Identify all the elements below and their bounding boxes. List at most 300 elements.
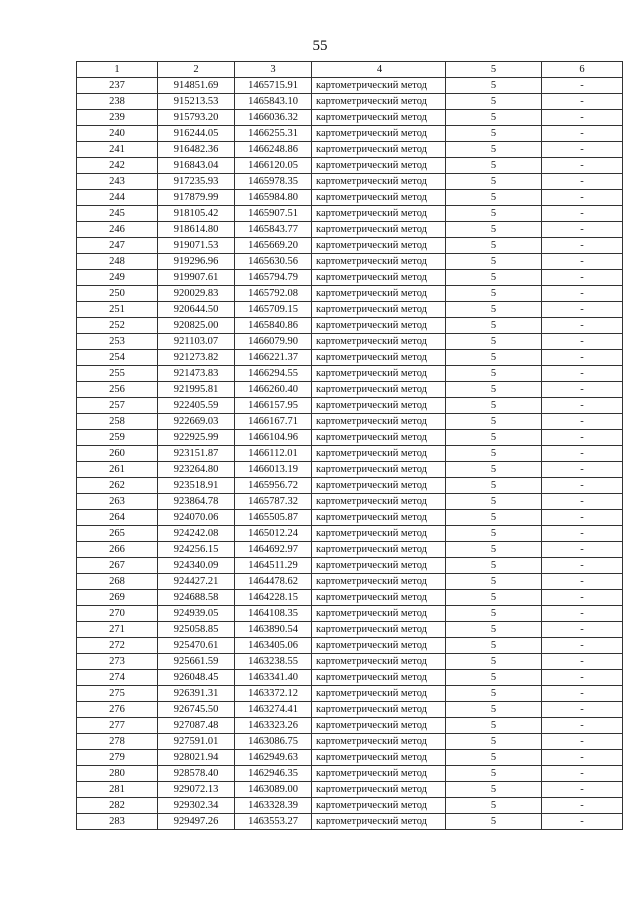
table-row	[77, 318, 623, 334]
table-cell: картометрический метод	[312, 446, 446, 462]
table-cell: картометрический метод	[312, 590, 446, 606]
table-cell: 239	[77, 110, 158, 126]
table-cell: 242	[77, 158, 158, 174]
table-cell: 5	[446, 574, 542, 590]
table-cell: -	[542, 158, 623, 174]
table-cell: 269	[77, 590, 158, 606]
table-cell: 920029.83	[158, 286, 235, 302]
table-cell: 241	[77, 142, 158, 158]
table-cell: 5	[446, 734, 542, 750]
table-row	[77, 238, 623, 254]
table-cell: -	[542, 190, 623, 206]
table-cell: 914851.69	[158, 78, 235, 94]
table-row	[77, 798, 623, 814]
table-cell: -	[542, 718, 623, 734]
table-cell: 270	[77, 606, 158, 622]
table-cell: -	[542, 366, 623, 382]
table-cell: 1463089.00	[235, 782, 312, 798]
table-cell: -	[542, 142, 623, 158]
table-cell: картометрический метод	[312, 302, 446, 318]
table-cell: картометрический метод	[312, 526, 446, 542]
table-cell: -	[542, 398, 623, 414]
table-cell: 5	[446, 750, 542, 766]
table-cell: 924427.21	[158, 574, 235, 590]
table-cell: 926745.50	[158, 702, 235, 718]
table-cell: 916843.04	[158, 158, 235, 174]
table-cell: 5	[446, 414, 542, 430]
table-cell: 1465669.20	[235, 238, 312, 254]
table-cell: -	[542, 350, 623, 366]
table-cell: 1466221.37	[235, 350, 312, 366]
table-cell: 250	[77, 286, 158, 302]
table-cell: 5	[446, 142, 542, 158]
table-cell: 915793.20	[158, 110, 235, 126]
page-number: 55	[312, 38, 328, 54]
table-row	[77, 430, 623, 446]
table-cell: 1465794.79	[235, 270, 312, 286]
table-cell: картометрический метод	[312, 206, 446, 222]
table-cell: -	[542, 174, 623, 190]
table-cell: 5	[446, 78, 542, 94]
table-cell: 915213.53	[158, 94, 235, 110]
table-cell: -	[542, 622, 623, 638]
table-cell: 929302.34	[158, 798, 235, 814]
table-cell: картометрический метод	[312, 798, 446, 814]
table-cell: -	[542, 734, 623, 750]
column-header-3: 3	[235, 62, 312, 78]
table-cell: 258	[77, 414, 158, 430]
table-cell: 917235.93	[158, 174, 235, 190]
table-row	[77, 94, 623, 110]
table-cell: 5	[446, 782, 542, 798]
table-cell: 1463890.54	[235, 622, 312, 638]
table-cell: -	[542, 270, 623, 286]
table-row	[77, 750, 623, 766]
table-cell: картометрический метод	[312, 750, 446, 766]
table-row	[77, 110, 623, 126]
table-cell: 922925.99	[158, 430, 235, 446]
table-cell: 243	[77, 174, 158, 190]
table-cell: 281	[77, 782, 158, 798]
table-cell: 255	[77, 366, 158, 382]
table-cell: 1466260.40	[235, 382, 312, 398]
table-row	[77, 446, 623, 462]
table-cell: 1462949.63	[235, 750, 312, 766]
table-row	[77, 702, 623, 718]
table-cell: картометрический метод	[312, 350, 446, 366]
table-cell: 1463405.06	[235, 638, 312, 654]
table-cell: 924256.15	[158, 542, 235, 558]
table-cell: -	[542, 814, 623, 830]
table-cell: 5	[446, 334, 542, 350]
table-cell: 1464511.29	[235, 558, 312, 574]
table-cell: 1465978.35	[235, 174, 312, 190]
table-cell: 5	[446, 814, 542, 830]
table-cell: 5	[446, 526, 542, 542]
table-cell: -	[542, 654, 623, 670]
table-cell: -	[542, 382, 623, 398]
table-cell: 921103.07	[158, 334, 235, 350]
table-cell: 1466294.55	[235, 366, 312, 382]
table-cell: картометрический метод	[312, 574, 446, 590]
table-row	[77, 286, 623, 302]
table-cell: картометрический метод	[312, 174, 446, 190]
table-cell: 5	[446, 382, 542, 398]
table-cell: 5	[446, 350, 542, 366]
table-row	[77, 302, 623, 318]
table-cell: 1466248.86	[235, 142, 312, 158]
table-cell: 273	[77, 654, 158, 670]
table-cell: 926391.31	[158, 686, 235, 702]
table-cell: 1465956.72	[235, 478, 312, 494]
table-cell: 921473.83	[158, 366, 235, 382]
table-cell: картометрический метод	[312, 94, 446, 110]
table-header	[77, 62, 623, 78]
table-cell: 916244.05	[158, 126, 235, 142]
table-cell: -	[542, 798, 623, 814]
table-row	[77, 654, 623, 670]
table-row	[77, 350, 623, 366]
table-cell: 924688.58	[158, 590, 235, 606]
table-cell: -	[542, 254, 623, 270]
table-cell: 267	[77, 558, 158, 574]
table-cell: 5	[446, 542, 542, 558]
table-cell: 919907.61	[158, 270, 235, 286]
table-cell: -	[542, 302, 623, 318]
table-cell: 1464228.15	[235, 590, 312, 606]
table-cell: картометрический метод	[312, 638, 446, 654]
table-cell: 926048.45	[158, 670, 235, 686]
table-row	[77, 766, 623, 782]
table-cell: 260	[77, 446, 158, 462]
table-cell: 252	[77, 318, 158, 334]
table-cell: картометрический метод	[312, 222, 446, 238]
table-cell: 923264.80	[158, 462, 235, 478]
table-cell: 5	[446, 126, 542, 142]
table-cell: картометрический метод	[312, 654, 446, 670]
table-cell: 924340.09	[158, 558, 235, 574]
table-cell: картометрический метод	[312, 158, 446, 174]
table-cell: картометрический метод	[312, 286, 446, 302]
table-row	[77, 494, 623, 510]
table-cell: 5	[446, 222, 542, 238]
table-cell: 1465715.91	[235, 78, 312, 94]
table-cell: 917879.99	[158, 190, 235, 206]
table-cell: 251	[77, 302, 158, 318]
table-cell: 923518.91	[158, 478, 235, 494]
table-cell: 1466120.05	[235, 158, 312, 174]
table-cell: -	[542, 670, 623, 686]
table-cell: картометрический метод	[312, 382, 446, 398]
table-cell: 1463372.12	[235, 686, 312, 702]
table-cell: 5	[446, 494, 542, 510]
table-cell: 5	[446, 462, 542, 478]
table-cell: -	[542, 238, 623, 254]
table-row	[77, 686, 623, 702]
table-cell: 1466255.31	[235, 126, 312, 142]
table-cell: 5	[446, 190, 542, 206]
table-cell: 1465843.10	[235, 94, 312, 110]
table-cell: 1465907.51	[235, 206, 312, 222]
table-cell: картометрический метод	[312, 366, 446, 382]
table-cell: картометрический метод	[312, 606, 446, 622]
table-cell: -	[542, 286, 623, 302]
table-cell: 1465843.77	[235, 222, 312, 238]
table-row	[77, 270, 623, 286]
table-cell: 924939.05	[158, 606, 235, 622]
table-cell: 1466013.19	[235, 462, 312, 478]
table-cell: 923864.78	[158, 494, 235, 510]
table-row	[77, 254, 623, 270]
table-cell: 249	[77, 270, 158, 286]
table-cell: 256	[77, 382, 158, 398]
table-cell: 1465840.86	[235, 318, 312, 334]
table-cell: 5	[446, 254, 542, 270]
table-row	[77, 206, 623, 222]
table-cell: 928578.40	[158, 766, 235, 782]
table-cell: 275	[77, 686, 158, 702]
table-cell: 1466112.01	[235, 446, 312, 462]
table-cell: картометрический метод	[312, 254, 446, 270]
table-cell: 271	[77, 622, 158, 638]
table-cell: -	[542, 78, 623, 94]
table-cell: 238	[77, 94, 158, 110]
table-cell: 924242.08	[158, 526, 235, 542]
table-cell: 240	[77, 126, 158, 142]
table-cell: -	[542, 318, 623, 334]
table-cell: -	[542, 782, 623, 798]
table-cell: 5	[446, 558, 542, 574]
coordinates-table	[76, 61, 623, 830]
table-cell: картометрический метод	[312, 686, 446, 702]
table-cell: картометрический метод	[312, 782, 446, 798]
column-header-2: 2	[158, 62, 235, 78]
table-cell: -	[542, 702, 623, 718]
table-cell: 928021.94	[158, 750, 235, 766]
table-row	[77, 734, 623, 750]
table-cell: картометрический метод	[312, 318, 446, 334]
table-cell: 1463328.39	[235, 798, 312, 814]
table-cell: 916482.36	[158, 142, 235, 158]
table-cell: -	[542, 638, 623, 654]
table-row	[77, 606, 623, 622]
table-cell: картометрический метод	[312, 190, 446, 206]
table-cell: 929497.26	[158, 814, 235, 830]
table-cell: 5	[446, 174, 542, 190]
table-cell: 925470.61	[158, 638, 235, 654]
table-row	[77, 174, 623, 190]
table-cell: 5	[446, 654, 542, 670]
table-row	[77, 782, 623, 798]
table-row	[77, 142, 623, 158]
table-cell: 253	[77, 334, 158, 350]
table-cell: -	[542, 478, 623, 494]
table-cell: 1464108.35	[235, 606, 312, 622]
table-cell: -	[542, 126, 623, 142]
table-row	[77, 190, 623, 206]
header-row	[77, 62, 623, 78]
table-cell: 923151.87	[158, 446, 235, 462]
table-cell: картометрический метод	[312, 110, 446, 126]
table-cell: 247	[77, 238, 158, 254]
table-cell: 272	[77, 638, 158, 654]
table-cell: 278	[77, 734, 158, 750]
table-cell: 1466167.71	[235, 414, 312, 430]
table-cell: 5	[446, 94, 542, 110]
table-cell: 921995.81	[158, 382, 235, 398]
table-row	[77, 222, 623, 238]
table-cell: -	[542, 766, 623, 782]
table-cell: картометрический метод	[312, 702, 446, 718]
table-cell: -	[542, 110, 623, 126]
table-cell: 929072.13	[158, 782, 235, 798]
table-cell: 263	[77, 494, 158, 510]
table-cell: картометрический метод	[312, 766, 446, 782]
table-row	[77, 414, 623, 430]
table-cell: картометрический метод	[312, 494, 446, 510]
table-cell: 927087.48	[158, 718, 235, 734]
table-cell: 1465792.08	[235, 286, 312, 302]
table-cell: 5	[446, 702, 542, 718]
table-cell: 244	[77, 190, 158, 206]
table-cell: картометрический метод	[312, 718, 446, 734]
table-cell: 927591.01	[158, 734, 235, 750]
table-cell: 265	[77, 526, 158, 542]
table-row	[77, 638, 623, 654]
table-row	[77, 510, 623, 526]
table-cell: -	[542, 750, 623, 766]
table-cell: 5	[446, 510, 542, 526]
table-cell: -	[542, 686, 623, 702]
table-cell: 5	[446, 638, 542, 654]
column-header-5: 5	[446, 62, 542, 78]
table-cell: 5	[446, 302, 542, 318]
table-cell: 920644.50	[158, 302, 235, 318]
table-row	[77, 478, 623, 494]
table-row	[77, 542, 623, 558]
table-cell: 5	[446, 478, 542, 494]
table-cell: 918105.42	[158, 206, 235, 222]
table-cell: 280	[77, 766, 158, 782]
table-cell: 1462946.35	[235, 766, 312, 782]
table-cell: 918614.80	[158, 222, 235, 238]
table-cell: 5	[446, 158, 542, 174]
column-header-6: 6	[542, 62, 623, 78]
table-cell: 279	[77, 750, 158, 766]
table-cell: -	[542, 542, 623, 558]
table-cell: 1463323.26	[235, 718, 312, 734]
table-cell: картометрический метод	[312, 734, 446, 750]
table-cell: 5	[446, 206, 542, 222]
table-row	[77, 670, 623, 686]
table-cell: 922669.03	[158, 414, 235, 430]
table-cell: картометрический метод	[312, 78, 446, 94]
table-cell: -	[542, 222, 623, 238]
table-cell: 1466079.90	[235, 334, 312, 350]
table-cell: картометрический метод	[312, 398, 446, 414]
table-cell: картометрический метод	[312, 238, 446, 254]
table-cell: 5	[446, 318, 542, 334]
table-cell: картометрический метод	[312, 414, 446, 430]
table-cell: 5	[446, 718, 542, 734]
table-cell: -	[542, 414, 623, 430]
table-cell: 1463086.75	[235, 734, 312, 750]
table-cell: картометрический метод	[312, 430, 446, 446]
table-cell: -	[542, 462, 623, 478]
table-cell: картометрический метод	[312, 334, 446, 350]
table-cell: -	[542, 510, 623, 526]
table-cell: 5	[446, 270, 542, 286]
table-cell: 261	[77, 462, 158, 478]
table-cell: картометрический метод	[312, 510, 446, 526]
table-cell: 1465984.80	[235, 190, 312, 206]
table-body	[77, 78, 623, 830]
table-cell: 925058.85	[158, 622, 235, 638]
table-row	[77, 462, 623, 478]
table-cell: 922405.59	[158, 398, 235, 414]
table-cell: 5	[446, 238, 542, 254]
table-cell: 283	[77, 814, 158, 830]
table-row	[77, 558, 623, 574]
table-cell: 1463238.55	[235, 654, 312, 670]
table-cell: -	[542, 446, 623, 462]
table-cell: 257	[77, 398, 158, 414]
table-cell: -	[542, 526, 623, 542]
table-cell: -	[542, 206, 623, 222]
table-cell: -	[542, 558, 623, 574]
table-row	[77, 398, 623, 414]
table-cell: 5	[446, 110, 542, 126]
table-cell: 245	[77, 206, 158, 222]
table-cell: 1464692.97	[235, 542, 312, 558]
table-cell: 1465505.87	[235, 510, 312, 526]
table-cell: 5	[446, 366, 542, 382]
table-row	[77, 158, 623, 174]
table-cell: картометрический метод	[312, 126, 446, 142]
table-cell: -	[542, 334, 623, 350]
table-cell: 1466104.96	[235, 430, 312, 446]
column-header-4: 4	[312, 62, 446, 78]
table-cell: -	[542, 574, 623, 590]
table-cell: 5	[446, 590, 542, 606]
table-cell: 1464478.62	[235, 574, 312, 590]
table-cell: 1465012.24	[235, 526, 312, 542]
table-cell: 1465709.15	[235, 302, 312, 318]
table-cell: -	[542, 606, 623, 622]
table-cell: 237	[77, 78, 158, 94]
table-cell: 5	[446, 286, 542, 302]
table-cell: 920825.00	[158, 318, 235, 334]
table-cell: картометрический метод	[312, 670, 446, 686]
table-cell: 1463553.27	[235, 814, 312, 830]
table-cell: 274	[77, 670, 158, 686]
table-cell: 1466036.32	[235, 110, 312, 126]
table-row	[77, 574, 623, 590]
table-cell: 5	[446, 798, 542, 814]
table-cell: 262	[77, 478, 158, 494]
table-cell: 259	[77, 430, 158, 446]
table-cell: -	[542, 430, 623, 446]
table-row	[77, 366, 623, 382]
table-cell: 5	[446, 622, 542, 638]
table-cell: 5	[446, 446, 542, 462]
table-row	[77, 334, 623, 350]
table-row	[77, 814, 623, 830]
table-cell: 1466157.95	[235, 398, 312, 414]
table-cell: 919071.53	[158, 238, 235, 254]
table-row	[77, 718, 623, 734]
table-cell: 5	[446, 398, 542, 414]
